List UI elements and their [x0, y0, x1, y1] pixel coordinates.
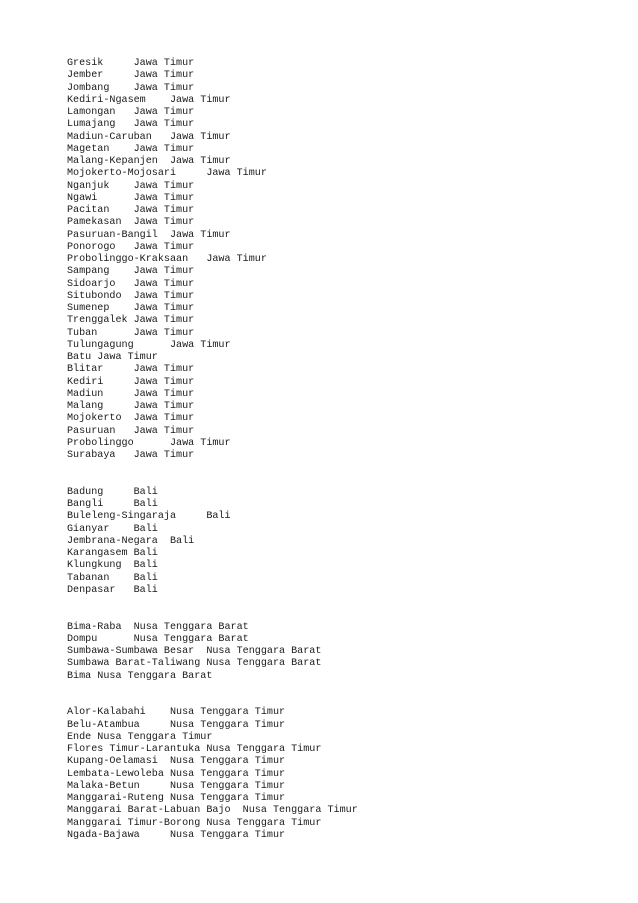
text-line: Sumbawa-Sumbawa Besar Nusa Tenggara Barat — [67, 646, 322, 657]
text-line: Madiun-Caruban Jawa Timur — [67, 131, 231, 143]
section-gap — [67, 597, 627, 622]
text-line: Manggarai Barat-Labuan Bajo Nusa Tenggara Timur — [67, 805, 358, 817]
text-line: Jombang Jawa Timur — [67, 82, 195, 94]
text-line: Alor-Kalabahi Nusa Tenggara Timur — [67, 707, 286, 719]
text-line: Blitar Jawa Timur — [67, 364, 195, 376]
text-line: Tulungagung Jawa Timur — [67, 339, 231, 351]
text-line: Bangli Bali — [67, 499, 158, 510]
text-line: Dompu Nusa Tenggara Barat — [67, 633, 249, 645]
text-line: Denpasar Bali — [67, 584, 158, 596]
text-line: Probolinggo-Kraksaan Jawa Timur — [67, 254, 267, 265]
text-line: Surabaya Jawa Timur — [67, 450, 195, 461]
text-line: Tuban Jawa Timur — [67, 327, 195, 339]
text-line: Pamekasan Jawa Timur — [67, 217, 195, 229]
text-line: Situbondo Jawa Timur — [67, 290, 195, 302]
text-line: Pasuruan-Bangil Jawa Timur — [67, 229, 231, 241]
text-line: Malaka-Betun Nusa Tenggara Timur — [67, 780, 286, 792]
text-line: Nganjuk Jawa Timur — [67, 180, 195, 192]
text-line: Klungkung Bali — [67, 560, 158, 572]
text-line: Lumajang Jawa Timur — [67, 119, 195, 131]
text-line: Ponorogo Jawa Timur — [67, 241, 195, 253]
text-line: Bima-Raba Nusa Tenggara Barat — [67, 621, 249, 633]
text-line: Kupang-Oelamasi Nusa Tenggara Timur — [67, 756, 286, 768]
text-line: Mojokerto-Mojosari Jawa Timur — [67, 168, 267, 180]
text-line: Manggarai Timur-Borong Nusa Tenggara Timur — [67, 817, 322, 829]
text-line: Probolinggo Jawa Timur — [67, 437, 231, 449]
text-line: Lembata-Lewoleba Nusa Tenggara Timur — [67, 768, 286, 780]
text-line: Sampang Jawa Timur — [67, 266, 195, 278]
text-line: Buleleng-Singaraja Bali — [67, 511, 231, 523]
text-line: Jembrana-Negara Bali — [67, 535, 195, 547]
text-line: Sumbawa Barat-Taliwang Nusa Tenggara Barat — [67, 658, 322, 670]
text-line: Badung Bali — [67, 486, 158, 498]
section-nusa-tenggara-barat — [67, 622, 627, 683]
text-line: Lamongan Jawa Timur — [67, 107, 195, 118]
text-line: Madiun Jawa Timur — [67, 388, 195, 400]
text-line: Manggarai-Ruteng Nusa Tenggara Timur — [67, 793, 286, 804]
text-line: Magetan Jawa Timur — [67, 143, 195, 155]
text-line: Flores Timur-Larantuka Nusa Tenggara Timur — [67, 744, 322, 755]
text-line: Jember Jawa Timur — [67, 70, 195, 82]
text-line: Mojokerto Jawa Timur — [67, 413, 195, 425]
text-line: Malang Jawa Timur — [67, 401, 195, 412]
text-line: Ngawi Jawa Timur — [67, 192, 195, 204]
text-line: Malang-Kepanjen Jawa Timur — [67, 156, 231, 167]
text-line: Gianyar Bali — [67, 523, 158, 535]
text-line: Sidoarjo Jawa Timur — [67, 278, 195, 290]
text-line: Kediri-Ngasem Jawa Timur — [67, 94, 231, 106]
text-line: Gresik Jawa Timur — [67, 58, 195, 69]
text-line: Pasuruan Jawa Timur — [67, 425, 195, 437]
text-line: Ngada-Bajawa Nusa Tenggara Timur — [67, 829, 286, 841]
text-line: Kediri Jawa Timur — [67, 376, 195, 388]
section-gap — [67, 462, 627, 487]
section-gap — [67, 683, 627, 708]
text-line: Karangasem Bali — [67, 548, 158, 559]
text-line: Bima Nusa Tenggara Barat — [67, 670, 213, 682]
text-line: Trenggalek Jawa Timur — [67, 315, 195, 327]
text-line: Tabanan Bali — [67, 572, 158, 584]
text-line: Belu-Atambua Nusa Tenggara Timur — [67, 719, 286, 731]
section-jawa-timur — [67, 58, 627, 462]
text-line: Sumenep Jawa Timur — [67, 303, 195, 314]
text-line: Pacitan Jawa Timur — [67, 205, 195, 216]
section-nusa-tenggara-timur — [67, 707, 627, 842]
text-line: Batu Jawa Timur — [67, 352, 158, 363]
section-bali — [67, 487, 627, 597]
document-page — [67, 58, 627, 842]
text-line: Ende Nusa Tenggara Timur — [67, 731, 213, 743]
